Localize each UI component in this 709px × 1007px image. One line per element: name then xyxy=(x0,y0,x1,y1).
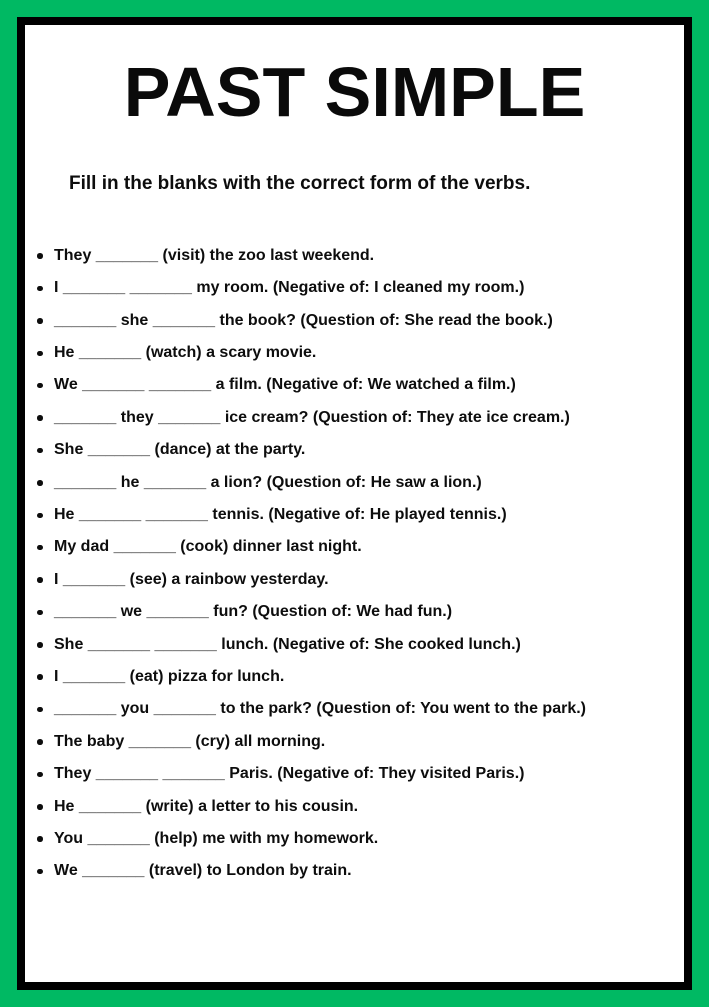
bullet-icon xyxy=(37,545,43,551)
bullet-icon xyxy=(37,674,43,680)
exercise-text: She _______ _______ lunch. (Negative of: She cooked lunch.) xyxy=(54,635,521,653)
exercise-item xyxy=(54,467,680,499)
exercise-text: _______ she _______ the book? (Question of: She read the book.) xyxy=(54,311,553,329)
bullet-icon xyxy=(37,642,43,648)
exercise-item xyxy=(54,758,680,790)
bullet-icon xyxy=(37,286,43,292)
bullet-icon xyxy=(37,804,43,810)
exercise-text: I _______ _______ my room. (Negative of: I cleaned my room.) xyxy=(54,279,525,297)
worksheet-title: PAST SIMPLE xyxy=(123,53,586,131)
exercise-text: You _______ (help) me with my homework. xyxy=(54,829,379,847)
exercise-text: _______ we _______ fun? (Question of: We had fun.) xyxy=(54,603,453,621)
bullet-icon xyxy=(37,577,43,583)
bullet-icon xyxy=(37,318,43,324)
bullet-icon xyxy=(37,448,43,454)
bullet-icon xyxy=(37,772,43,778)
bullet-icon xyxy=(37,480,43,486)
exercise-item xyxy=(54,564,680,596)
exercise-item xyxy=(54,337,680,369)
bullet-icon xyxy=(37,610,43,616)
exercise-item xyxy=(54,240,680,272)
exercise-text: They _______ (visit) the zoo last weekend. xyxy=(54,246,375,264)
exercise-item xyxy=(54,499,680,531)
bullet-icon xyxy=(37,739,43,745)
exercise-item xyxy=(54,531,680,563)
exercise-item xyxy=(54,855,680,887)
exercise-text: He _______ (write) a letter to his cousin. xyxy=(54,797,359,815)
instructions-text: Fill in the blanks with the correct form of the verbs. xyxy=(69,173,531,194)
exercise-text: I _______ (see) a rainbow yesterday. xyxy=(54,570,329,588)
exercise-item xyxy=(54,823,680,855)
exercise-item xyxy=(54,596,680,628)
bullet-icon xyxy=(37,253,43,259)
exercise-text: The baby _______ (cry) all morning. xyxy=(54,732,326,750)
bullet-icon xyxy=(37,869,43,875)
exercise-item xyxy=(54,305,680,337)
exercise-text: We _______ _______ a film. (Negative of: We watched a film.) xyxy=(54,376,516,394)
exercise-item xyxy=(54,791,680,823)
exercise-text: _______ he _______ a lion? (Question of: He saw a lion.) xyxy=(54,473,482,491)
exercise-item xyxy=(54,272,680,304)
exercise-item xyxy=(54,693,680,725)
exercise-item xyxy=(54,369,680,401)
exercise-text: _______ they _______ ice cream? (Question of: They ate ice cream.) xyxy=(54,408,570,426)
exercise-item xyxy=(54,629,680,661)
bullet-icon xyxy=(37,383,43,389)
exercise-item xyxy=(54,434,680,466)
exercise-text: She _______ (dance) at the party. xyxy=(54,441,306,459)
worksheet-sheet xyxy=(17,17,692,990)
bullet-icon xyxy=(37,415,43,421)
bullet-icon xyxy=(37,836,43,842)
exercise-text: They _______ _______ Paris. (Negative of: They visited Paris.) xyxy=(54,765,525,783)
exercise-text: _______ you _______ to the park? (Question of: You went to the park.) xyxy=(54,700,586,718)
exercise-text: He _______ _______ tennis. (Negative of: He played tennis.) xyxy=(54,506,507,524)
bullet-icon xyxy=(37,513,43,519)
bullet-icon xyxy=(37,707,43,713)
exercise-item xyxy=(54,726,680,758)
exercise-text: He _______ (watch) a scary movie. xyxy=(54,344,317,362)
exercise-item xyxy=(54,661,680,693)
exercise-text: My dad _______ (cook) dinner last night. xyxy=(54,538,362,556)
bullet-icon xyxy=(37,351,43,357)
exercise-text: I _______ (eat) pizza for lunch. xyxy=(54,667,285,685)
exercise-text: We _______ (travel) to London by train. xyxy=(54,862,352,880)
exercise-list xyxy=(25,240,684,888)
exercise-item xyxy=(54,402,680,434)
